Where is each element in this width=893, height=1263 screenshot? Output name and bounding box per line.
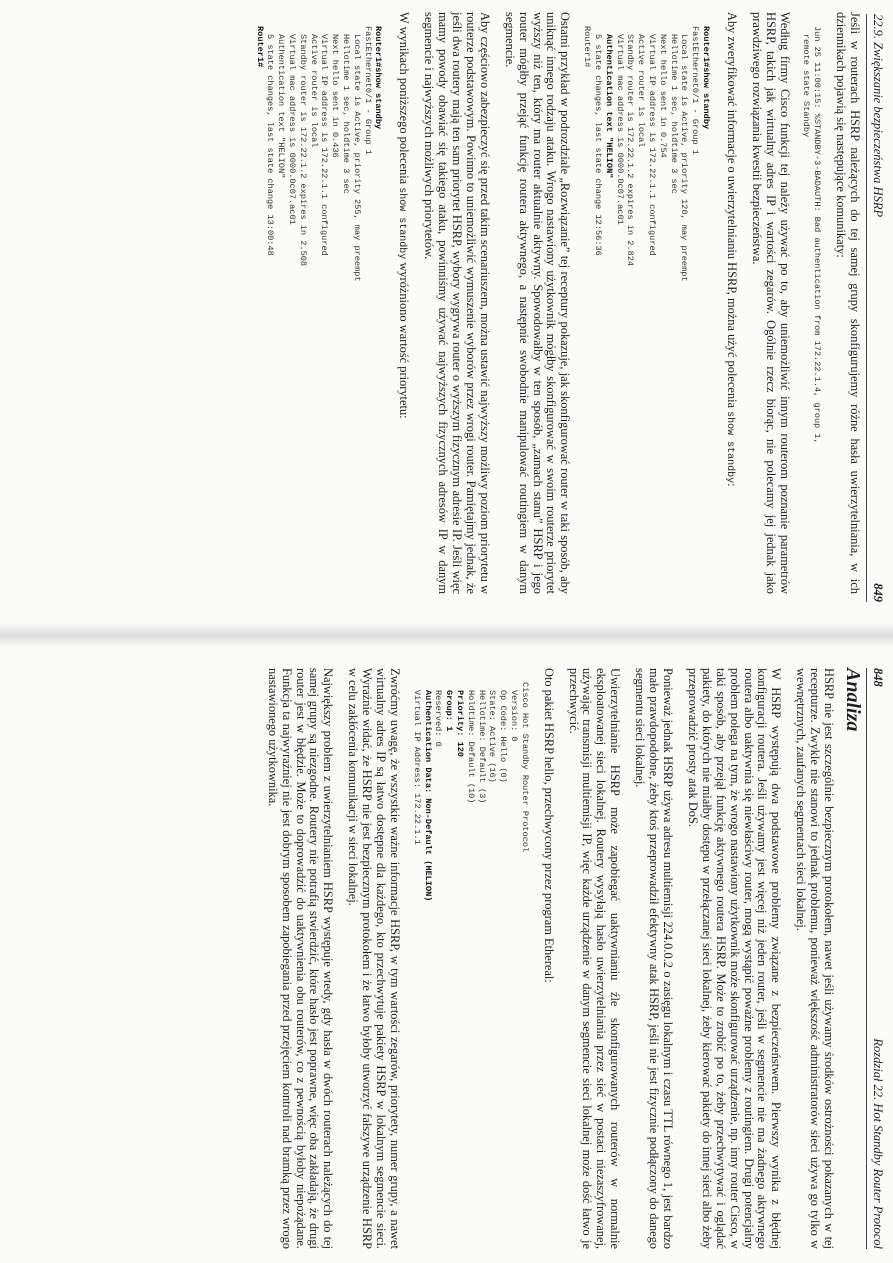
code-line: Hellotime 1 sec, holdtime 3 sec <box>668 34 679 194</box>
running-title: Rozdział 22. Hot Standby Router Protocol <box>871 1038 885 1249</box>
code-line: Hellotime: Default (3) <box>476 690 487 804</box>
code-listing <box>411 682 530 1249</box>
paragraph: Aby częściowo zabezpieczyć się przed takim scenariuszem, można ustawić najwyższy możliwy poziom priorytetu w routerze podstawowym. Powinno to uniemożliwić wymuszenie wyborów przez wrogi router. Pamiętajmy jednak, że jeśli dwa routery mają ten sam priorytet HSRP, wybory wygrywa router o wyższym fizycznym adresie IP. Jeśli więc mamy powody obawiać się takiego ataku, powinniśmy używać najwyższych fizycznych adresów IP w danym segmencie i najwyższych możliwych priorytetów. <box>422 12 492 594</box>
code-listing <box>581 26 711 594</box>
log-line: remote state Standby <box>801 34 812 138</box>
code-line: Hellotime 1 sec, holdtime 3 sec <box>341 34 352 194</box>
code-line: Virtual mac address is 0000.0c07.ac01 <box>287 34 298 225</box>
section-heading: Analiza <box>842 668 864 732</box>
paragraph: Oto pakiet HSRP hello, przechwycony przez program Ethereal: <box>541 668 556 983</box>
text-run: wyróżniono wartość priorytetu: <box>397 259 412 419</box>
code-line: Cisco Hot Standby Router Protocol <box>519 682 530 853</box>
log-line: Jun 25 11:00:15: %STANDBY-3-BADAUTH: Bad authentication from 172.22.1.4, group 1, <box>812 26 823 444</box>
paragraph: Jeśli w routerach HSRP należących do tej samej grupy skonfigurujemy różne hasła uwierzytelniania, w ich dziennikach pojawią się następujące komunikaty: <box>834 12 862 594</box>
code-line: Standby router is 172.22.1.2 expires in 2.824 <box>625 34 636 267</box>
code-line: FastEthernet0/1 - Group 1 <box>362 26 373 155</box>
paragraph <box>722 12 738 594</box>
code-line: Priority: 120 <box>455 690 465 758</box>
inline-command: show standby <box>396 187 408 260</box>
text-run: : <box>724 483 739 487</box>
running-title: 22.9. Zwiększanie bezpieczeństwa HSRP <box>871 14 885 218</box>
code-line: Group: 1 <box>444 690 455 732</box>
running-header <box>866 668 889 1249</box>
code-line: Reserved: 0 <box>433 690 444 747</box>
page-body <box>244 12 861 594</box>
code-line: Next hello sent in 0.436 <box>330 34 341 158</box>
code-line: Virtual IP address is 172.22.1.1 configured <box>319 34 330 256</box>
code-line: Authentication text "HELION" <box>276 34 287 179</box>
code-line: Op Code: Hello (0) <box>498 690 509 783</box>
code-line: Active router is local <box>636 34 647 148</box>
code-line: Local state is Active, priority 120, may preempt <box>679 34 690 282</box>
code-line: 5 state changes, last state change 12:56:36 <box>593 34 603 256</box>
paragraph: HSRP nie jest szczególnie bezpiecznym protokołem, nawet jeśli używamy środków ostrożności pokazanych w tej recepturze. Zwykle nie stanowi to jednak problemu, ponieważ większość administratorów sieci używa go tylko w wewnętrznych, zaufanych segmentach sieci lokalnej. <box>794 668 837 1249</box>
page-number: 848 <box>871 668 885 687</box>
code-line: Router1# <box>254 26 265 68</box>
paragraph: Zwróćmy uwagę, że wszystkie ważne informacje HSRP, w tym wartości zegarów, priorytety, numer grupy, a nawet wirtualny adres IP są łatwo dostępne dla każdego, kto przechwytuje pakiety HSRP w lokalnym segmencie sieci. Wyraźnie widać, że HSRP nie jest bezpiecznym protokołem i że łatwo byłoby utworzyć fałszywe urządzenie HSRP w celu zakłócenia komunikacji w sieci lokalnej. <box>346 668 403 1249</box>
code-line: Version: 0 <box>508 690 519 742</box>
code-line: Virtual IP Address: 172.22.1.1 <box>411 690 422 845</box>
code-listing <box>254 26 384 594</box>
code-line: Holdtime: Default (10) <box>465 690 476 804</box>
paragraph: Największy problem z uwierzytelnianiem HSRP występuje wtedy, gdy hasła w dwóch routerach należących do tej samej grupy są niezgodne. Routery nie potrafią stwierdzić, które hasło jest poprawne, więc oba zakładają, że drugi router jest w błędzie. Może to doprowadzić do uaktywnienia obu routerów, co z pewnością byłoby niepożądane. Funkcja ta najwyraźniej nie jest dobrym sposobem zapobiegania przed przejęciem kontroli nad bramką przez wrogo nastawionego użytkownika. <box>265 668 336 1249</box>
page-number: 849 <box>871 583 885 602</box>
code-line: Virtual mac address is 0000.0c07.ac01 <box>614 34 625 225</box>
inline-command: show standby <box>723 411 735 484</box>
paragraph: Ponieważ jednak HSRP używa adresu multiemisji 224.0.0.2 o zasięgu lokalnym i czasu TTL równego 1, jest bardzo mało prawdopodobne, żeby ktoś przeprowadził efektywny atak HSRP, jeśli nie jest fizycznie podłączony do danego segmentu sieci lokalnej. <box>633 668 676 1249</box>
code-line: Standby router is 172.22.1.2 expires in 2.508 <box>297 34 308 267</box>
paragraph: Ostatni przykład w podrozdziale „Rozwiązanie” tej receptury pokazuje, jak skonfigurować router w taki sposób, aby uniknąć innego rodzaju ataku. Wrogo nastawiony użytkownik mógłby skonfigurować w swoim routerze priorytet wyższy niż ten, który ma router aktualnie aktywny. Spowodowałby w ten sposób, „zamach stanu” HSRP i jego router mógłby przejąć funkcję routera aktywnego, a następnie swobodnie manipulować routingiem w danym segmencie. <box>502 12 573 594</box>
code-line: Router1#show standby <box>700 26 711 130</box>
paragraph: W HSRP występują dwa podstawowe problemy związane z bezpieczeństwem. Pierwszy wynika z błędnej konfiguracji routera. Jeśli używamy jest więcej niż jeden router, jeśli w segmencie nie ma żadnego aktywnego routera albo uaktywnia się niewłaściwy router, mogą wystąpić poważne problemy z routingiem. Drugi potencjalny problem polega na tym, że wrogo nastawiony użytkownik może skonfigurować urządzenie, np. inny router Cisco, w taki sposób, aby przejął funkcję aktywnego routera HSRP. Może to zrobić po to, żeby przechwytywać i oglądać pakiety, do których nie miałby dostępu w przełączanej sieci lokalnej, żeby kierować pakiety do innej sieci albo żeby przeprowadzić prosty atak DoS. <box>685 668 784 1249</box>
paragraph: Uwierzytelnianie HSRP może zapobiegać uaktywnianiu źle skonfigurowanych routerów w normalnie eksploatowanej sieci lokalnej. Routery wysyłają hasło uwierzytelniania przez sieć w postaci niezaszyfrowanej, używając transmisji multiemisji IP, więc każde urządzenie w danym segmencie sieci lokalnej może dość łatwo je przechwycić. <box>566 668 623 1249</box>
text-run: W wynikach poniższego polecenia <box>397 12 412 188</box>
left-page <box>0 632 893 1263</box>
code-line: Local state is Active, priority 255, may preempt <box>351 34 362 282</box>
code-line: Virtual IP address is 172.22.1.1 configured <box>646 34 657 256</box>
paragraph <box>394 12 410 594</box>
code-line: Authentication text "HELION" <box>603 34 614 179</box>
code-line: 5 state changes, last state change 13:00:48 <box>265 34 276 256</box>
code-line: Active router is local <box>308 34 319 148</box>
paragraph: Według firmy Cisco funkcji tej należy używać po to, aby uniemożliwić innym routerom poznanie parametrów HSRP, takich jak wirtualny adres IP i wartości zegarów. Ogólnie rzecz biorąc, nie polecamy jej jednak jako prawdziwego rozwiązania kwestii bezpieczeństwa. <box>749 12 792 594</box>
code-line: State: Active (16) <box>487 690 498 783</box>
code-line: Authentication Data: Non-Default (HELION) <box>422 690 433 902</box>
code-line: Router1# <box>582 26 593 68</box>
code-line: Router1#show standby <box>373 26 384 130</box>
text-run: Aby zweryfikować informacje o uwierzytelnianiu HSRP, można użyć polecenia <box>724 12 739 412</box>
log-output <box>801 26 823 594</box>
page-body <box>254 668 864 1249</box>
code-line: FastEthernet0/1 - Group 1 <box>690 26 701 155</box>
code-line: Next hello sent in 0.754 <box>657 34 668 158</box>
running-header <box>866 14 889 602</box>
